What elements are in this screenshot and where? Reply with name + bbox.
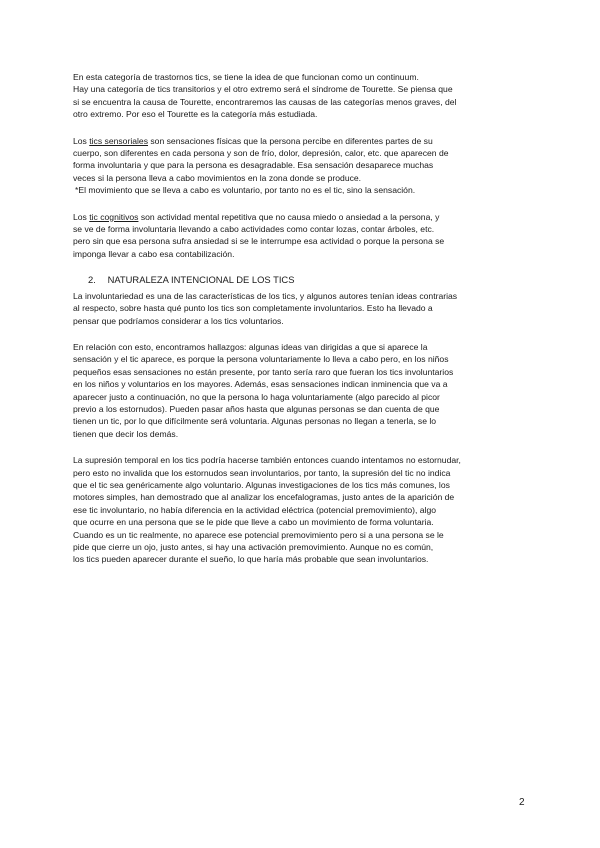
term-tic-cognitivos: tic cognitivos	[89, 211, 139, 222]
text-line: cuerpo, son diferentes en cada persona y son de frío, dolor, depresión, calor, etc. que aparecen de	[73, 148, 449, 159]
text-line: los tics pueden aparecer durante el sueño, lo que haría más probable que sean involuntarios.	[73, 554, 429, 565]
text-line: tienen que decir los demás.	[73, 428, 179, 439]
text-fragment: Los	[73, 135, 90, 146]
text-line: que ocurre en una persona que se le pide que lleve a cabo un movimiento de forma voluntaria.	[73, 517, 434, 528]
text-line: pequeños esas sensaciones no están presente, por tanto sería raro que fueran los tics involuntarios	[73, 366, 454, 377]
text-line: sensación y el tic aparece, es porque la persona voluntariamente lo lleva a cabo pero, en los niños	[73, 354, 449, 365]
text-line: En esta categoría de trastornos tics, se tiene la idea de que funcionan como un continuum.	[73, 72, 419, 82]
text-line: en los niños y voluntarios en los mayores. Además, esas sensaciones indican inminencia que va a	[73, 379, 448, 390]
text-line: La involuntariedad es una de las características de los tics, y algunos autores tenían ideas contrarias	[73, 290, 458, 301]
text-line: previo a los estornudos). Pueden pasar años hasta que algunas personas se dan cuenta de que	[73, 403, 440, 414]
text-line: que el tic sea genéricamente algo voluntario. Algunas investigaciones de los tics más comunes, los	[73, 479, 450, 490]
text-line: tienen un tic, por lo que difícilmente será voluntaria. Algunas personas no llegan a tenerla, se lo	[73, 416, 437, 427]
paragraph-supresion	[73, 454, 528, 566]
text-line: si se encuentra la causa de Tourette, encontraremos las causas de las categorías menos graves, del	[73, 96, 457, 107]
text-line: En relación con esto, encontramos hallazgos: algunas ideas van dirigidas a que si aparece la	[73, 341, 428, 352]
text-line: Hay una categoría de tics transitorios y el otro extremo será el síndrome de Tourette. Se piensa que	[73, 84, 453, 95]
document-body	[73, 71, 528, 580]
text-line: al respecto, sobre hasta qué punto los tics son completamente involuntarios. Esto ha llevado a	[73, 303, 433, 314]
section-title: NATURALEZA INTENCIONAL DE LOS TICS	[107, 274, 295, 286]
text-line	[73, 135, 528, 147]
page-number: 2	[519, 797, 525, 808]
paragraph-continuum	[73, 71, 528, 121]
text-line: pero esto no invalida que los estornudos sean involuntarios, por tanto, la supresión del tic no indica	[73, 467, 451, 478]
note-line: *El movimiento que se lleva a cabo es voluntario, por tanto no es el tic, sino la sensación.	[75, 185, 416, 196]
section-heading	[73, 274, 528, 286]
text-line: Cuando es un tic realmente, no aparece ese potencial premovimiento pero si a una persona se le	[73, 529, 444, 540]
text-line: pero sin que esa persona sufra ansiedad si se le interrumpe esa actividad o porque la persona se	[73, 236, 445, 247]
text-line: La supresión temporal en los tics podría hacerse también entonces cuando intentamos no estornudar,	[73, 455, 461, 466]
text-line: otro extremo. Por eso el Tourette es la categoría más estudiada.	[73, 109, 318, 120]
text-fragment: son actividad mental repetitiva que no causa miedo o ansiedad a la persona, y	[138, 211, 440, 222]
text-line: pensar que podríamos considerar a los tics voluntarios.	[73, 315, 284, 326]
text-line: forma involuntaria y que para la persona es desagradable. Esa sensación desaparece muchas	[73, 160, 434, 171]
text-line: se ve de forma involuntaria llevando a cabo actividades como contar lozas, contar árboles, etc.	[73, 224, 435, 235]
text-line: pide que cierre un ojo, justo antes, si hay una activación premovimiento. Aunque no es común,	[73, 542, 434, 552]
text-line	[73, 211, 528, 223]
paragraph-tics-sensoriales	[73, 135, 528, 197]
text-line: aparecer justo a continuación, no que la persona lo haga voluntariamente (algo parecido al picor	[73, 391, 440, 402]
paragraph-hallazgos	[73, 341, 528, 440]
paragraph-involuntariedad	[73, 290, 528, 327]
text-fragment: Los	[73, 211, 90, 222]
term-tics-sensoriales: tics sensoriales	[89, 135, 148, 146]
text-line: ese tic involuntario, no había diferencia en la actividad eléctrica (potencial premovimiento), algo	[73, 504, 437, 515]
text-line: veces si la persona lleva a cabo movimientos en la zona donde se produce.	[73, 172, 362, 183]
paragraph-tic-cognitivos	[73, 211, 528, 261]
section-number: 2.	[88, 274, 96, 286]
text-line: imponga llevar a cabo esa contabilización.	[73, 248, 235, 259]
text-line: motores simples, han demostrado que al analizar los encefalogramas, justo antes de la aparición de	[73, 492, 455, 503]
text-fragment: son sensaciones físicas que la persona percibe en diferentes partes de su	[148, 135, 433, 146]
